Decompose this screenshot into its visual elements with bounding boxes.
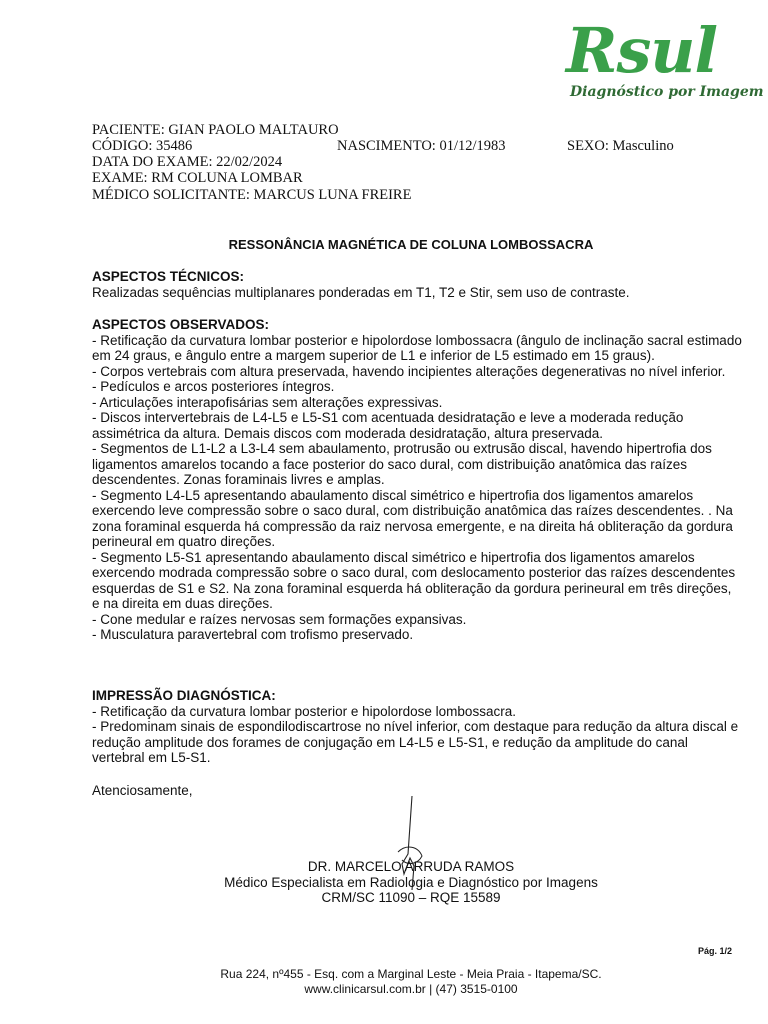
list-item: - Discos intervertebrais de L4-L5 e L5-S1 com acentuada desidratação e leve a moderada redução assimétrica da altura. Demais discos com moderada desidratação, altura preservada. xyxy=(92,410,684,441)
list-item: - Predominam sinais de espondilodiscartrose no nível inferior, com destaque para redução da altura discal e redução amplitude dos forames de conjugação em L4-L5 e L5-S1, e redução da amplitude do canal vertebral em L5-S1. xyxy=(92,719,739,765)
list-item: - Segmentos de L1-L2 a L3-L4 sem abaulamento, protrusão ou extrusão discal, havendo hipertrofia dos ligamentos amarelos tocando a face posterior do saco dural, com distribuição anatômica das raízes descendentes. Zonas foraminais livres e amplas. xyxy=(92,441,712,487)
page-number: Pág. 1/2 xyxy=(697,946,732,956)
logo-subtitle: Diagnóstico por Imagem xyxy=(570,84,764,100)
observed-heading: ASPECTOS OBSERVADOS: xyxy=(92,317,270,332)
tech-text: Realizadas sequências multiplanares ponderadas em T1, T2 e Stir, sem uso de contraste. xyxy=(92,284,630,300)
list-item: - Cone medular e raízes nervosas sem formações expansivas. xyxy=(92,611,467,627)
patient-name: PACIENTE: GIAN PAOLO MALTAURO xyxy=(92,122,339,138)
closing-text: Atenciosamente, xyxy=(92,783,193,798)
exam-date: DATA DO EXAME: 22/02/2024 xyxy=(92,154,283,170)
patient-birth: NASCIMENTO: 01/12/1983 xyxy=(337,138,506,154)
list-item: - Retificação da curvatura lombar posterior e hipolordose lombossacra (ângulo de inclinação sacral estimado em 24 graus, e ângulo entre a margem superior de L1 e inferior de L5 estimado em 15 graus). xyxy=(92,332,742,363)
requesting-doctor: MÉDICO SOLICITANTE: MARCUS LUNA FREIRE xyxy=(92,187,412,203)
doctor-name: DR. MARCELO ARRUDA RAMOS xyxy=(307,859,515,874)
tech-heading: ASPECTOS TÉCNICOS: xyxy=(92,269,245,284)
list-item: - Articulações interapofisárias sem alterações expressivas. xyxy=(92,394,443,410)
list-item: - Segmento L5-S1 apresentando abaulamento discal simétrico e hipertrofia dos ligamentos amarelos exercendo modrada compressão sobre o saco dural, com deslocamento posterior das raízes descendentes esquerdas de S1 e S2. Na zona foraminal esquerda há obliteração da gordura perineural em três direções, e na direita em duas direções. xyxy=(92,549,736,611)
footer-address: Rua 224, nº455 - Esq. com a Marginal Leste - Meia Praia - Itapema/SC. xyxy=(220,967,602,981)
footer-contact: www.clinicarsul.com.br | (47) 3515-0100 xyxy=(304,982,518,996)
patient-sex: SEXO: Masculino xyxy=(567,138,674,154)
logo-wordmark: Rsul xyxy=(566,14,718,87)
list-item: - Segmento L4-L5 apresentando abaulamento discal simétrico e hipertrofia dos ligamentos amarelos exercendo leve compressão sobre o saco dural, com distribuição anatômica das raízes descendentes. . Na zona foraminal esquerda há compressão da raiz nervosa emergente, e na direita há obliteração da gordura perineural em quatro direções. xyxy=(92,487,733,549)
list-item: - Musculatura paravertebral com trofismo preservado. xyxy=(92,627,414,642)
clinic-logo xyxy=(566,14,764,106)
list-item: - Corpos vertebrais com altura preservada, havendo incipientes alterações degenerativas no nível inferior. xyxy=(92,363,726,379)
doctor-crm: CRM/SC 11090 – RQE 15589 xyxy=(321,890,501,905)
list-item: - Retificação da curvatura lombar posterior e hipolordose lombossacra. xyxy=(92,703,516,719)
impression-section xyxy=(92,688,742,766)
list-item: - Pedículos e arcos posteriores íntegros. xyxy=(92,379,335,394)
report-title: RESSONÂNCIA MAGNÉTICA DE COLUNA LOMBOSSACRA xyxy=(228,237,594,252)
exam-type: EXAME: RM COLUNA LOMBAR xyxy=(92,170,303,186)
doctor-role: Médico Especialista em Radiologia e Diagnóstico por Imagens xyxy=(224,875,598,890)
observed-section xyxy=(92,317,742,643)
tech-section xyxy=(92,269,742,300)
patient-code: CÓDIGO: 35486 xyxy=(92,138,193,154)
impression-heading: IMPRESSÃO DIAGNÓSTICA: xyxy=(92,688,276,703)
